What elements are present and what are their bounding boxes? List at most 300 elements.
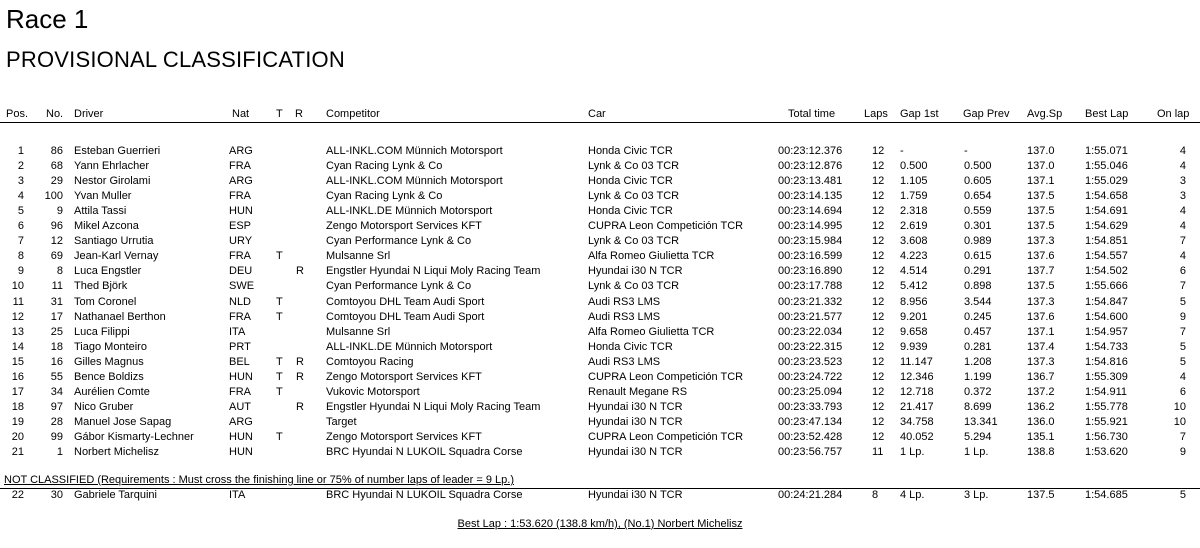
cell-total: 00:23:22.315 xyxy=(778,340,843,353)
cell-total: 00:23:22.034 xyxy=(778,325,843,338)
cell-avg: 137.5 xyxy=(1027,489,1055,501)
cell-total: 00:23:52.428 xyxy=(778,430,843,443)
cell-driver: Nathanael Berthon xyxy=(74,310,166,323)
cell-car: CUPRA Leon Competición TCR xyxy=(588,370,744,383)
cell-total: 00:23:23.523 xyxy=(778,355,843,368)
cell-nat: NLD xyxy=(229,295,252,308)
cell-onlap: 9 xyxy=(1179,446,1186,458)
cell-competitor: ALL-INKL.COM Münnich Motorsport xyxy=(326,175,503,188)
cell-total: 00:23:21.577 xyxy=(778,310,843,323)
cell-onlap: 9 xyxy=(1179,310,1186,323)
cell-total: 00:23:12.876 xyxy=(778,160,843,173)
cell-gapprev: 0.605 xyxy=(964,175,992,188)
cell-no: 96 xyxy=(50,220,63,233)
cell-car: Lynk & Co 03 TCR xyxy=(588,160,680,173)
cell-car: Hyundai i30 N TCR xyxy=(588,400,683,413)
cell-car: Alfa Romeo Giulietta TCR xyxy=(588,250,715,263)
cell-avg: 137.5 xyxy=(1027,220,1055,233)
cell-total: 00:23:47.134 xyxy=(778,415,843,428)
cell-onlap: 3 xyxy=(1179,175,1186,188)
cell-onlap: 4 xyxy=(1179,220,1186,233)
cell-nat: AUT xyxy=(229,400,251,413)
cell-gapprev: 0.559 xyxy=(964,205,992,218)
cell-avg: 137.2 xyxy=(1027,385,1055,398)
cell-no: 99 xyxy=(50,430,63,443)
cell-pos: 19 xyxy=(11,415,24,428)
cell-pos: 8 xyxy=(17,250,24,263)
cell-total: 00:23:24.722 xyxy=(778,370,843,383)
cell-avg: 136.7 xyxy=(1027,370,1055,383)
cell-onlap: 4 xyxy=(1179,160,1186,173)
header-divider xyxy=(0,122,1200,123)
cell-driver: Yann Ehrlacher xyxy=(74,160,150,173)
cell-gapprev: - xyxy=(964,145,968,157)
cell-best: 1:55.071 xyxy=(1085,145,1128,157)
race-title: Race 1 xyxy=(6,4,89,34)
cell-pos: 18 xyxy=(11,400,24,413)
cell-nat: HUN xyxy=(229,370,253,383)
cell-gapprev: 0.500 xyxy=(964,160,992,173)
cell-laps: 12 xyxy=(872,235,885,248)
cell-onlap: 4 xyxy=(1179,370,1186,383)
cell-laps: 12 xyxy=(872,250,885,263)
cell-car: Hyundai i30 N TCR xyxy=(588,265,683,278)
cell-r: R xyxy=(296,355,304,368)
cell-avg: 136.2 xyxy=(1027,400,1055,413)
cell-gapprev: 0.654 xyxy=(964,190,992,203)
cell-driver: Tom Coronel xyxy=(74,295,137,308)
cell-competitor: Cyan Performance Lynk & Co xyxy=(326,280,472,293)
cell-competitor: Cyan Racing Lynk & Co xyxy=(326,190,443,203)
cell-no: 11 xyxy=(51,280,63,293)
cell-gap1: 9.201 xyxy=(900,310,928,323)
cell-avg: 137.3 xyxy=(1027,355,1055,368)
cell-total: 00:23:16.890 xyxy=(778,265,843,278)
cell-t: T xyxy=(276,295,283,308)
col-header-best: Best Lap xyxy=(1085,108,1129,120)
cell-avg: 137.0 xyxy=(1027,145,1055,157)
cell-car: Audi RS3 LMS xyxy=(588,295,661,308)
cell-onlap: 3 xyxy=(1179,190,1186,203)
cell-onlap: 5 xyxy=(1179,340,1186,353)
cell-gap1: 2.619 xyxy=(900,220,928,233)
cell-best: 1:54.685 xyxy=(1085,489,1128,501)
cell-total: 00:23:16.599 xyxy=(778,250,843,263)
cell-pos: 16 xyxy=(11,370,24,383)
cell-no: 97 xyxy=(50,400,63,413)
cell-car: Renault Megane RS xyxy=(588,385,688,398)
cell-car: Audi RS3 LMS xyxy=(588,310,661,323)
col-header-driver: Driver xyxy=(74,108,104,120)
cell-avg: 137.6 xyxy=(1027,250,1055,263)
cell-gapprev: 1.199 xyxy=(964,370,992,383)
cell-driver: Gilles Magnus xyxy=(74,355,144,368)
cell-no: 100 xyxy=(44,190,63,203)
cell-nat: ARG xyxy=(229,145,253,157)
cell-car: CUPRA Leon Competición TCR xyxy=(588,220,744,233)
cell-competitor: BRC Hyundai N LUKOIL Squadra Corse xyxy=(326,489,523,501)
cell-driver: Esteban Guerrieri xyxy=(74,145,161,157)
cell-laps: 12 xyxy=(872,385,885,398)
cell-car: Lynk & Co 03 TCR xyxy=(588,235,680,248)
cell-nat: FRA xyxy=(229,250,251,263)
cell-laps: 12 xyxy=(872,325,885,338)
cell-avg: 137.7 xyxy=(1027,265,1055,278)
cell-no: 69 xyxy=(50,250,63,263)
cell-gapprev: 0.245 xyxy=(964,310,992,323)
cell-avg: 137.5 xyxy=(1027,205,1055,218)
cell-nat: ITA xyxy=(229,325,246,338)
cell-best: 1:54.733 xyxy=(1085,340,1128,353)
cell-laps: 12 xyxy=(872,430,885,443)
cell-total: 00:24:21.284 xyxy=(778,489,843,501)
cell-no: 34 xyxy=(50,385,63,398)
cell-competitor: Comtoyou DHL Team Audi Sport xyxy=(326,295,485,308)
cell-gapprev: 1 Lp. xyxy=(964,446,989,458)
cell-competitor: Engstler Hyundai N Liqui Moly Racing Team xyxy=(326,400,541,413)
cell-avg: 137.5 xyxy=(1027,190,1055,203)
cell-competitor: Target xyxy=(326,415,357,428)
cell-best: 1:55.309 xyxy=(1085,370,1128,383)
cell-avg: 137.3 xyxy=(1027,235,1055,248)
cell-total: 00:23:14.135 xyxy=(778,190,843,203)
cell-gap1: 34.758 xyxy=(900,415,934,428)
cell-nat: ARG xyxy=(229,175,253,188)
cell-onlap: 7 xyxy=(1179,430,1186,443)
cell-competitor: Vukovic Motorsport xyxy=(326,385,420,398)
cell-best: 1:54.600 xyxy=(1085,310,1128,323)
cell-pos: 11 xyxy=(12,295,24,308)
cell-competitor: ALL-INKL.DE Münnich Motorsport xyxy=(326,340,493,353)
cell-gapprev: 0.301 xyxy=(964,220,992,233)
col-header-total: Total time xyxy=(788,108,836,120)
cell-no: 12 xyxy=(50,235,63,248)
cell-nat: DEU xyxy=(229,265,253,278)
cell-no: 31 xyxy=(50,295,63,308)
cell-no: 18 xyxy=(50,340,63,353)
cell-onlap: 6 xyxy=(1179,265,1186,278)
cell-laps: 11 xyxy=(872,446,884,458)
cell-laps: 12 xyxy=(872,280,885,293)
cell-pos: 15 xyxy=(11,355,24,368)
cell-driver: Bence Boldizs xyxy=(74,370,144,383)
cell-car: Hyundai i30 N TCR xyxy=(588,446,683,458)
cell-competitor: Engstler Hyundai N Liqui Moly Racing Team xyxy=(326,265,541,278)
cell-nat: HUN xyxy=(229,430,253,443)
cell-pos: 7 xyxy=(17,235,24,248)
cell-laps: 12 xyxy=(872,265,885,278)
cell-no: 29 xyxy=(50,175,63,188)
col-header-pos: Pos. xyxy=(6,108,29,120)
cell-driver: Tiago Monteiro xyxy=(74,340,147,353)
cell-avg: 135.1 xyxy=(1027,430,1055,443)
cell-gapprev: 0.989 xyxy=(964,235,992,248)
cell-driver: Santiago Urrutia xyxy=(74,235,154,248)
cell-gapprev: 0.372 xyxy=(964,385,992,398)
cell-nat: ITA xyxy=(229,489,246,501)
col-header-gap1: Gap 1st xyxy=(900,108,939,120)
cell-best: 1:56.730 xyxy=(1085,430,1128,443)
cell-laps: 12 xyxy=(872,400,885,413)
cell-best: 1:54.502 xyxy=(1085,265,1128,278)
cell-laps: 8 xyxy=(872,489,879,501)
cell-nat: SWE xyxy=(229,280,255,293)
col-header-no: No. xyxy=(46,108,64,120)
cell-gapprev: 3.544 xyxy=(964,295,992,308)
col-header-nat: Nat xyxy=(232,108,250,120)
cell-total: 00:23:17.788 xyxy=(778,280,843,293)
cell-driver: Luca Engstler xyxy=(74,265,142,278)
cell-best: 1:55.029 xyxy=(1085,175,1128,188)
cell-gapprev: 8.699 xyxy=(964,400,992,413)
cell-pos: 4 xyxy=(17,190,24,203)
cell-best: 1:54.847 xyxy=(1085,295,1128,308)
cell-gapprev: 13.341 xyxy=(964,415,998,428)
cell-avg: 136.0 xyxy=(1027,415,1055,428)
cell-car: Audi RS3 LMS xyxy=(588,355,661,368)
cell-total: 00:23:21.332 xyxy=(778,295,843,308)
cell-pos: 17 xyxy=(11,385,24,398)
cell-total: 00:23:56.757 xyxy=(778,446,843,458)
col-header-competitor: Competitor xyxy=(326,108,380,120)
cell-car: Hyundai i30 N TCR xyxy=(588,415,683,428)
cell-car: Alfa Romeo Giulietta TCR xyxy=(588,325,715,338)
cell-pos: 6 xyxy=(17,220,24,233)
cell-onlap: 4 xyxy=(1179,205,1186,218)
cell-laps: 12 xyxy=(872,340,885,353)
cell-onlap: 4 xyxy=(1179,250,1186,263)
cell-best: 1:55.666 xyxy=(1085,280,1128,293)
cell-competitor: BRC Hyundai N LUKOIL Squadra Corse xyxy=(326,446,523,458)
cell-driver: Nico Gruber xyxy=(74,400,134,413)
cell-avg: 137.0 xyxy=(1027,160,1055,173)
cell-gap1: 2.318 xyxy=(900,205,928,218)
cell-gap1: 1.759 xyxy=(900,190,928,203)
cell-laps: 12 xyxy=(872,175,885,188)
cell-nat: HUN xyxy=(229,205,253,218)
cell-gapprev: 0.457 xyxy=(964,325,992,338)
cell-onlap: 10 xyxy=(1173,415,1186,428)
cell-gap1: 4.514 xyxy=(900,265,928,278)
cell-competitor: Zengo Motorsport Services KFT xyxy=(326,370,482,383)
best-lap-note: Best Lap : 1:53.620 (138.8 km/h), (No.1) Norbert Michelisz xyxy=(457,518,743,530)
cell-laps: 12 xyxy=(872,205,885,218)
cell-avg: 138.8 xyxy=(1027,446,1055,458)
cell-r: R xyxy=(296,265,304,278)
cell-no: 86 xyxy=(50,145,63,157)
cell-laps: 12 xyxy=(872,145,885,157)
cell-best: 1:53.620 xyxy=(1085,446,1128,458)
cell-competitor: ALL-INKL.COM Münnich Motorsport xyxy=(326,145,503,157)
cell-nat: FRA xyxy=(229,190,251,203)
cell-competitor: Comtoyou Racing xyxy=(326,355,414,368)
cell-pos: 2 xyxy=(17,160,24,173)
cell-no: 17 xyxy=(50,310,63,323)
cell-best: 1:54.691 xyxy=(1085,205,1128,218)
cell-laps: 12 xyxy=(872,310,885,323)
cell-total: 00:23:12.376 xyxy=(778,145,843,157)
cell-laps: 12 xyxy=(872,415,885,428)
cell-laps: 12 xyxy=(872,190,885,203)
cell-t: T xyxy=(276,370,283,383)
cell-gap1: 4.223 xyxy=(900,250,928,263)
cell-avg: 137.3 xyxy=(1027,295,1055,308)
cell-car: Hyundai i30 N TCR xyxy=(588,489,683,501)
cell-driver: Norbert Michelisz xyxy=(74,446,159,458)
cell-gap1: 11.147 xyxy=(900,355,933,368)
cell-driver: Thed Björk xyxy=(74,280,128,293)
cell-avg: 137.5 xyxy=(1027,280,1055,293)
cell-driver: Aurélien Comte xyxy=(74,385,150,398)
cell-car: CUPRA Leon Competición TCR xyxy=(588,430,744,443)
cell-pos: 22 xyxy=(11,489,24,501)
cell-no: 30 xyxy=(50,489,63,501)
cell-pos: 3 xyxy=(17,175,24,188)
cell-pos: 14 xyxy=(11,340,24,353)
cell-gap1: - xyxy=(900,145,904,157)
cell-total: 00:23:25.094 xyxy=(778,385,843,398)
cell-no: 8 xyxy=(56,265,63,278)
cell-pos: 10 xyxy=(11,280,24,293)
col-header-avg: Avg.Sp xyxy=(1027,108,1063,120)
col-header-r: R xyxy=(295,108,303,120)
cell-driver: Attila Tassi xyxy=(74,205,127,218)
cell-best: 1:54.816 xyxy=(1085,355,1128,368)
cell-pos: 20 xyxy=(11,430,24,443)
cell-car: Honda Civic TCR xyxy=(588,145,673,157)
page-subtitle: PROVISIONAL CLASSIFICATION xyxy=(6,47,345,72)
cell-gapprev: 0.615 xyxy=(964,250,992,263)
cell-onlap: 10 xyxy=(1173,400,1186,413)
cell-onlap: 7 xyxy=(1179,325,1186,338)
cell-gap1: 9.939 xyxy=(900,340,928,353)
cell-best: 1:55.921 xyxy=(1085,415,1128,428)
col-header-car: Car xyxy=(588,108,606,120)
cell-no: 25 xyxy=(50,325,63,338)
cell-competitor: Zengo Motorsport Services KFT xyxy=(326,220,482,233)
cell-competitor: Comtoyou DHL Team Audi Sport xyxy=(326,310,485,323)
cell-onlap: 5 xyxy=(1179,355,1186,368)
cell-car: Honda Civic TCR xyxy=(588,175,673,188)
cell-avg: 137.4 xyxy=(1027,340,1055,353)
cell-onlap: 7 xyxy=(1179,280,1186,293)
cell-gapprev: 5.294 xyxy=(964,430,992,443)
cell-competitor: Cyan Racing Lynk & Co xyxy=(326,160,443,173)
cell-competitor: Zengo Motorsport Services KFT xyxy=(326,430,482,443)
cell-avg: 137.1 xyxy=(1027,325,1055,338)
cell-best: 1:54.957 xyxy=(1085,325,1128,338)
cell-driver: Jean-Karl Vernay xyxy=(74,250,159,263)
not-classified-label: NOT CLASSIFIED (Requirements : Must cross the finishing line or 75% of number laps of leader = 9 Lp.) xyxy=(4,474,514,486)
cell-best: 1:55.046 xyxy=(1085,160,1128,173)
cell-gap1: 21.417 xyxy=(900,400,934,413)
cell-total: 00:23:15.984 xyxy=(778,235,843,248)
cell-gap1: 0.500 xyxy=(900,160,928,173)
cell-no: 1 xyxy=(56,446,63,458)
cell-gap1: 12.346 xyxy=(900,370,934,383)
cell-laps: 12 xyxy=(872,370,885,383)
cell-laps: 12 xyxy=(872,160,885,173)
cell-pos: 5 xyxy=(17,205,24,218)
cell-pos: 9 xyxy=(17,265,24,278)
cell-competitor: Mulsanne Srl xyxy=(326,250,391,263)
cell-gapprev: 0.898 xyxy=(964,280,992,293)
cell-nat: FRA xyxy=(229,385,251,398)
col-header-t: T xyxy=(276,108,283,120)
cell-gapprev: 0.291 xyxy=(964,265,992,278)
cell-onlap: 7 xyxy=(1179,235,1186,248)
cell-gap1: 9.658 xyxy=(900,325,928,338)
cell-total: 00:23:14.995 xyxy=(778,220,843,233)
cell-no: 9 xyxy=(56,205,63,218)
cell-driver: Manuel Jose Sapag xyxy=(74,415,172,428)
cell-no: 55 xyxy=(50,370,63,383)
cell-t: T xyxy=(276,310,283,323)
cell-nat: ARG xyxy=(229,415,253,428)
cell-t: T xyxy=(276,355,283,368)
cell-pos: 12 xyxy=(11,310,24,323)
cell-car: Honda Civic TCR xyxy=(588,340,673,353)
cell-gap1: 1.105 xyxy=(900,175,928,188)
col-header-gapprev: Gap Prev xyxy=(963,108,1010,120)
cell-laps: 12 xyxy=(872,220,885,233)
cell-gapprev: 3 Lp. xyxy=(964,489,989,501)
cell-nat: BEL xyxy=(229,355,250,368)
cell-gap1: 3.608 xyxy=(900,235,928,248)
cell-nat: URY xyxy=(229,235,253,248)
cell-best: 1:54.851 xyxy=(1085,235,1128,248)
cell-onlap: 5 xyxy=(1179,295,1186,308)
cell-nat: FRA xyxy=(229,160,251,173)
cell-best: 1:55.778 xyxy=(1085,400,1128,413)
cell-nat: PRT xyxy=(229,340,251,353)
cell-laps: 12 xyxy=(872,295,885,308)
col-header-laps: Laps xyxy=(864,108,888,120)
cell-competitor: ALL-INKL.DE Münnich Motorsport xyxy=(326,205,493,218)
cell-nat: ESP xyxy=(229,220,252,233)
cell-competitor: Mulsanne Srl xyxy=(326,325,391,338)
cell-driver: Mikel Azcona xyxy=(74,220,139,233)
cell-pos: 1 xyxy=(17,145,24,157)
col-header-onlap: On lap xyxy=(1157,108,1190,120)
cell-laps: 12 xyxy=(872,355,885,368)
cell-car: Lynk & Co 03 TCR xyxy=(588,190,680,203)
cell-car: Lynk & Co 03 TCR xyxy=(588,280,680,293)
cell-gap1: 8.956 xyxy=(900,295,928,308)
cell-t: T xyxy=(276,250,283,263)
cell-gapprev: 1.208 xyxy=(964,355,992,368)
cell-best: 1:54.629 xyxy=(1085,220,1128,233)
cell-nat: FRA xyxy=(229,310,251,323)
cell-total: 00:23:33.793 xyxy=(778,400,843,413)
cell-gap1: 5.412 xyxy=(900,280,928,293)
cell-total: 00:23:14.694 xyxy=(778,205,843,218)
cell-t: T xyxy=(276,385,283,398)
cell-t: T xyxy=(276,430,283,443)
cell-driver: Gabriele Tarquini xyxy=(74,489,157,501)
cell-onlap: 5 xyxy=(1179,489,1186,501)
cell-avg: 137.6 xyxy=(1027,310,1055,323)
cell-car: Honda Civic TCR xyxy=(588,205,673,218)
cell-onlap: 6 xyxy=(1179,385,1186,398)
cell-gap1: 12.718 xyxy=(900,385,934,398)
cell-gapprev: 0.281 xyxy=(964,340,992,353)
cell-competitor: Cyan Performance Lynk & Co xyxy=(326,235,472,248)
cell-driver: Luca Filippi xyxy=(74,325,130,338)
cell-total: 00:23:13.481 xyxy=(778,175,843,188)
cell-best: 1:54.658 xyxy=(1085,190,1128,203)
cell-onlap: 4 xyxy=(1179,145,1186,157)
